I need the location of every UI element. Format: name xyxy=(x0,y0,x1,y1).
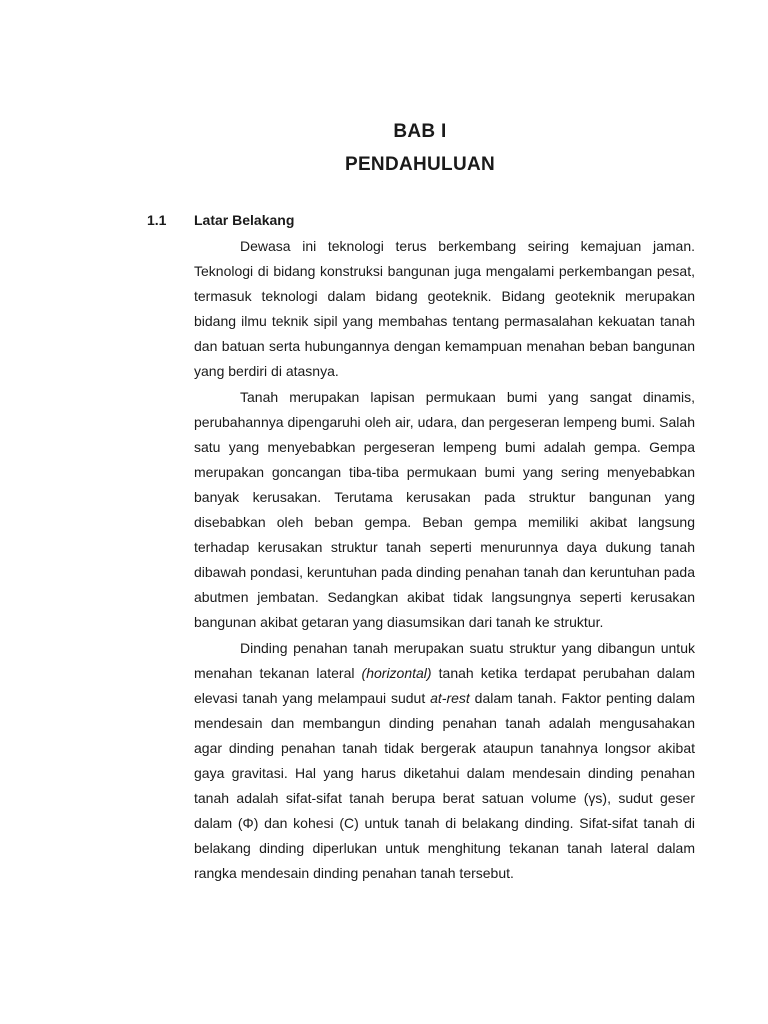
paragraph-3 xyxy=(194,636,695,887)
paragraph-1: Dewasa ini teknologi terus berkembang seiring kemajuan jaman. Teknologi di bidang konstruksi bangunan juga mengalami perkembangan pesat, termasuk teknologi dalam bidang geoteknik. Bidang geoteknik merupakan bidang ilmu teknik sipil yang membahas tentang permasalahan kekuatan tanah dan batuan serta hubungannya dengan kemampuan menahan beban bangunan yang berdiri di atasnya. xyxy=(194,238,695,380)
paragraph-3-italic-horizontal: (horizontal) xyxy=(361,664,432,681)
paragraph-3-text-2: tanah ketika terdapat perubahan dalam elevasi tanah yang melampaui sudut xyxy=(194,664,695,706)
paragraph-3-text-3: dalam tanah. Faktor penting dalam mendesain dan membangun dinding penahan tanah adalah mengusahakan agar dinding penahan tanah tidak bergerak ataupun tanahnya longsor akibat gaya gravitasi. Hal yang harus diketahui dalam mendesain dinding penahan tanah adalah sifat-sifat tanah berupa berat satuan volume (γs), sudut geser dalam (Φ) dan kohesi (C) untuk tanah di belakang dinding. Sifat-sifat tanah di belakang dinding diperlukan untuk menghitung tekanan tanah lateral dalam rangka mendesain dinding penahan tanah tersebut. xyxy=(194,689,695,882)
paragraph-3-text-1: Dinding penahan tanah merupakan suatu struktur yang dibangun untuk menahan tekanan lateral xyxy=(194,639,695,681)
section-body xyxy=(194,234,695,886)
chapter-number: BAB I xyxy=(393,121,447,142)
section-title: Latar Belakang xyxy=(194,212,295,228)
chapter-title: PENDAHULUAN xyxy=(344,154,496,175)
section-number: 1.1 xyxy=(147,212,167,228)
paragraph-2: Tanah merupakan lapisan permukaan bumi yang sangat dinamis, perubahannya dipengaruhi oleh air, udara, dan pergeseran lempeng bumi. Salah satu yang menyebabkan pergeseran lempeng bumi adalah gempa. Gempa merupakan goncangan tiba-tiba permukaan bumi yang sering menyebabkan banyak kerusakan. Terutama kerusakan pada struktur bangunan yang disebabkan oleh beban gempa. Beban gempa memiliki akibat langsung terhadap kerusakan struktur tanah seperti menurunnya daya dukung tanah dibawah pondasi, keruntuhan pada dinding penahan tanah dan keruntuhan pada abutmen jembatan. Sedangkan akibat tidak langsungnya seperti kerusakan bangunan akibat getaran yang diasumsikan dari tanah ke struktur. xyxy=(194,388,695,631)
paragraph-3-italic-at-rest: at-rest xyxy=(430,689,470,706)
